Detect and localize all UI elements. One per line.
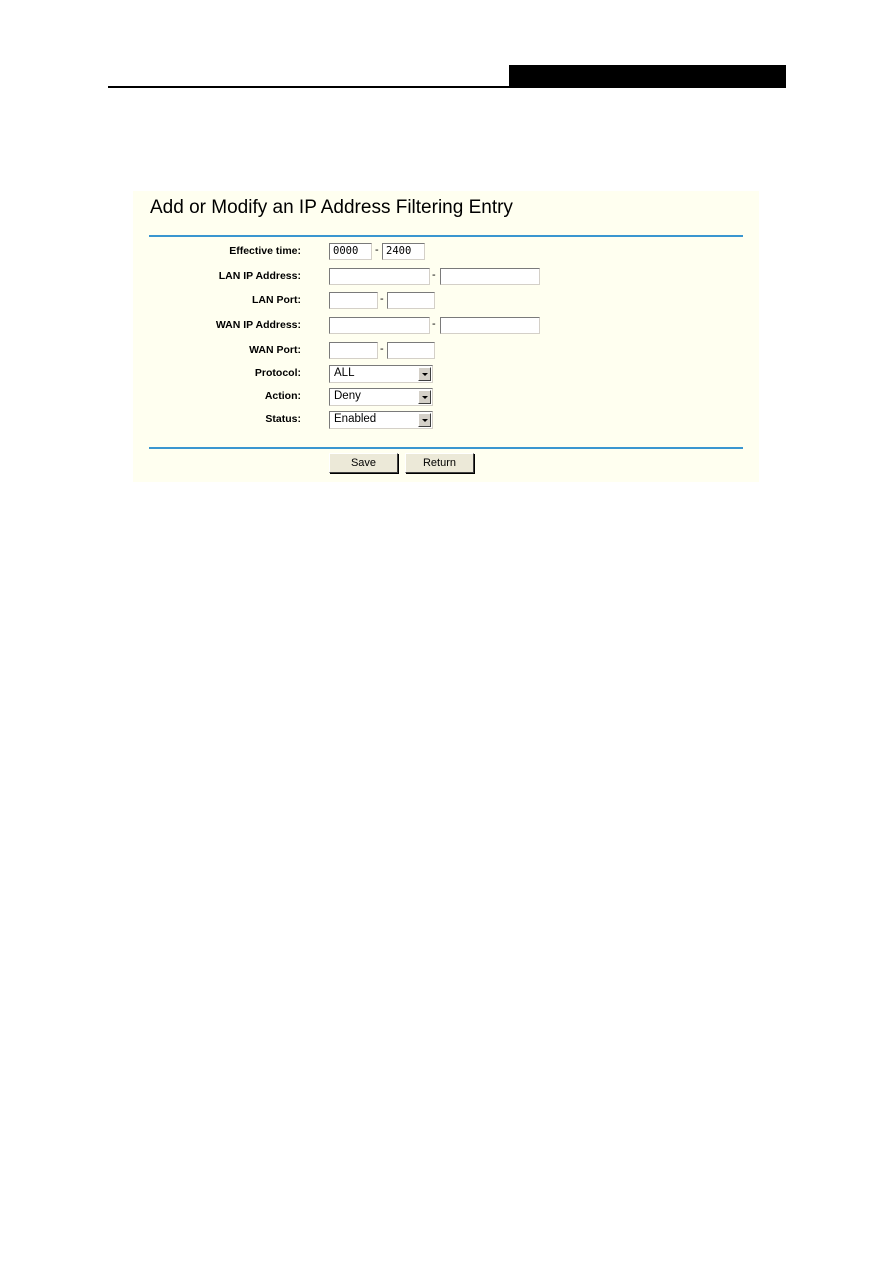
wan-ip-end-input[interactable]: [440, 317, 540, 334]
lan-ip-start-input[interactable]: [329, 268, 430, 285]
row-wan-ip-address: [133, 317, 759, 337]
lan-ip-end-input[interactable]: [440, 268, 540, 285]
range-separator: -: [432, 318, 436, 330]
row-status: [133, 411, 759, 431]
page-header-block: [509, 65, 786, 88]
effective-time-label: Effective time:: [229, 245, 301, 257]
footer-divider: [149, 447, 743, 449]
row-lan-ip-address: [133, 268, 759, 288]
protocol-selected-value: ALL: [334, 367, 355, 379]
save-button[interactable]: Save: [329, 453, 398, 473]
status-label: Status:: [265, 413, 301, 425]
wan-ip-address-label: WAN IP Address:: [215, 319, 301, 331]
action-select[interactable]: [329, 388, 433, 406]
row-effective-time: [133, 243, 759, 263]
protocol-label: Protocol:: [254, 367, 301, 379]
status-select[interactable]: [329, 411, 433, 429]
row-protocol: [133, 365, 759, 385]
protocol-select[interactable]: [329, 365, 433, 383]
ip-filter-entry-panel: [133, 191, 759, 482]
lan-port-start-input[interactable]: [329, 292, 378, 309]
range-separator: -: [380, 293, 384, 305]
row-lan-port: [133, 292, 759, 312]
lan-port-end-input[interactable]: [387, 292, 435, 309]
lan-port-label: LAN Port:: [252, 294, 301, 306]
status-selected-value: Enabled: [334, 413, 377, 425]
title-divider: [149, 235, 743, 237]
range-separator: -: [380, 343, 384, 355]
range-separator: -: [375, 244, 379, 256]
effective-time-end-input[interactable]: 2400: [382, 243, 425, 260]
return-button[interactable]: Return: [405, 453, 474, 473]
panel-title: Add or Modify an IP Address Filtering Entry: [150, 197, 513, 218]
chevron-down-icon[interactable]: [418, 413, 431, 427]
lan-ip-address-label: LAN IP Address:: [218, 270, 301, 282]
wan-port-start-input[interactable]: [329, 342, 378, 359]
wan-port-end-input[interactable]: [387, 342, 435, 359]
row-wan-port: [133, 342, 759, 362]
action-label: Action:: [264, 390, 301, 402]
wan-ip-start-input[interactable]: [329, 317, 430, 334]
chevron-down-icon[interactable]: [418, 367, 431, 381]
wan-port-label: WAN Port:: [249, 344, 301, 356]
row-action: [133, 388, 759, 408]
effective-time-start-input[interactable]: 0000: [329, 243, 372, 260]
action-selected-value: Deny: [334, 390, 361, 402]
range-separator: -: [432, 269, 436, 281]
chevron-down-icon[interactable]: [418, 390, 431, 404]
